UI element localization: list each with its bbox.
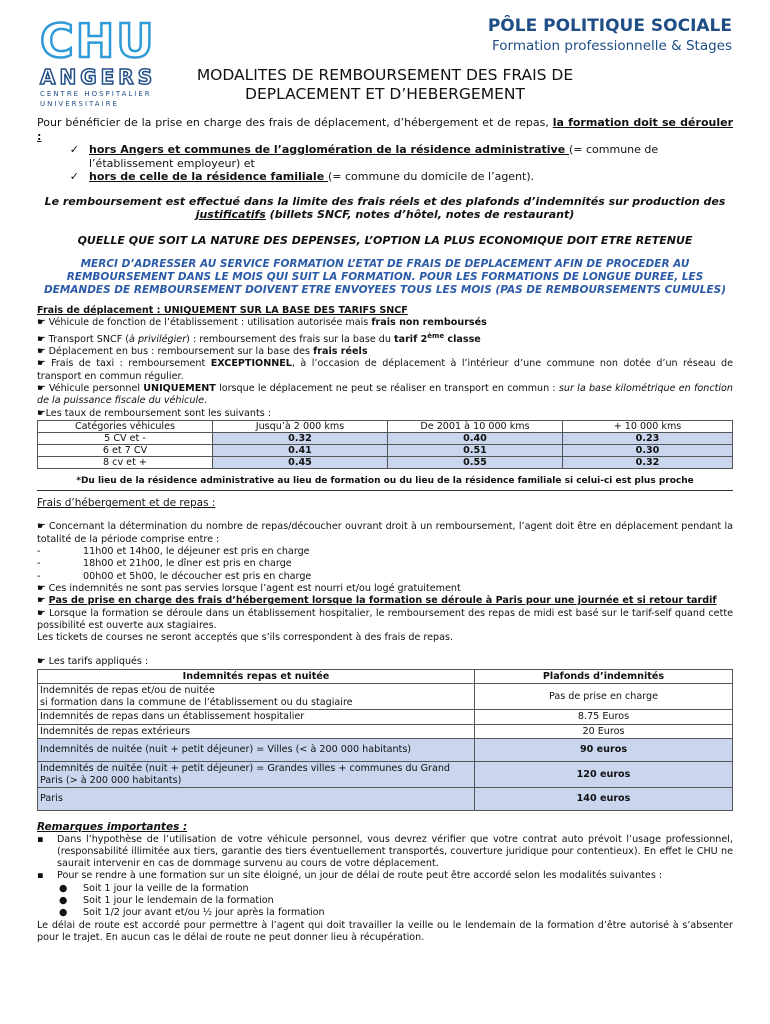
indemnites-row bbox=[38, 739, 733, 762]
notice1-text: Le remboursement est effectué dans la limite des frais réels et des plafonds d’indemnités sur production des bbox=[44, 194, 726, 208]
indemnites-value: 120 euros bbox=[475, 762, 733, 788]
condition-2 bbox=[37, 170, 733, 184]
logo-sub-1: CENTRE HOSPITALIER bbox=[40, 90, 152, 98]
sub-item bbox=[37, 883, 733, 895]
sub-text: Soit 1 jour la veille de la formation bbox=[83, 882, 249, 894]
condition-1-bold: hors Angers et communes de l’agglomération de la résidence administrative bbox=[89, 143, 569, 156]
indemnites-value: 140 euros bbox=[475, 788, 733, 811]
deplacement-line-3 bbox=[37, 346, 733, 358]
remarques-heading: Remarques importantes : bbox=[37, 821, 188, 834]
logo-chu-text: CHU bbox=[40, 14, 156, 68]
title-line-2: DEPLACEMENT ET D’HEBERGEMENT bbox=[245, 85, 525, 103]
hebergement-heading: Frais d’hébergement et de repas : bbox=[37, 497, 216, 510]
dash-text: 00h00 et 5h00, le découcher est pris en charge bbox=[83, 570, 312, 582]
rates-header-row bbox=[38, 420, 733, 432]
hand-icon: ☛ bbox=[37, 382, 46, 394]
rates-header: De 2001 à 10 000 kms bbox=[388, 420, 563, 432]
remarques-end: Le délai de route est accordé pour permettre à l’agent qui doit travailler la veille ou le lendemain de la formation d’être autorisé à s’absenter pour le trajet. En aucun cas le délai de route ne peut donner lieu à récupération. bbox=[37, 919, 733, 943]
indemnites-label: Indemnités de nuitée (nuit + petit déjeuner) = Villes (< à 200 000 habitants) bbox=[38, 739, 475, 762]
l6: Les taux de remboursement sont les suivants : bbox=[45, 407, 272, 419]
rates-row bbox=[38, 444, 733, 456]
l4b: EXCEPTIONNEL bbox=[210, 358, 292, 370]
l3b: frais réels bbox=[313, 346, 368, 358]
divider bbox=[37, 490, 733, 491]
hand-icon: ☛ bbox=[37, 317, 46, 329]
indemnites-row bbox=[38, 684, 733, 710]
hebergement-p2 bbox=[37, 583, 733, 595]
square-bullet-icon: ▪ bbox=[37, 870, 44, 882]
indemnites-value: 90 euros bbox=[475, 739, 733, 762]
deplacement-section bbox=[37, 305, 733, 491]
check-icon: ✓ bbox=[69, 170, 79, 183]
notice-option-economique: QUELLE QUE SOIT LA NATURE DES DEPENSES, L’OPTION LA PLUS ECONOMIQUE DOIT ETRE RETENUE bbox=[77, 233, 693, 247]
indemnites-header-row bbox=[38, 669, 733, 684]
rates-value: 0.32 bbox=[563, 456, 733, 468]
deplacement-line-5 bbox=[37, 383, 733, 408]
deplacement-line-2 bbox=[37, 330, 733, 346]
rates-value: 0.51 bbox=[388, 444, 563, 456]
hebergement-p4-text: Lorsque la formation se déroule dans un établissement hospitalier, le remboursement des repas de midi est basé sur le tarif-self quand cette possibilité est ouverte aux stagiaires. bbox=[37, 607, 733, 631]
logo-sub-2: UNIVERSITAIRE bbox=[40, 100, 119, 108]
remarque-text: Dans l’hypothèse de l’utilisation de votre véhicule personnel, vous devrez vérifier que votre contrat auto prévoit l’usage professionnel, (responsabilité illimitée aux tiers, garantie des tiers éventuellement transportés, couverture juridique pour contentieux). En effet le CHU ne saurait intervenir en cas de dommage survenu au cours de votre déplacement. bbox=[57, 833, 733, 870]
rates-cat: 8 cv et + bbox=[38, 456, 213, 468]
sub-item bbox=[37, 907, 733, 919]
indemnites-value: 8.75 Euros bbox=[475, 710, 733, 725]
dot-bullet-icon: ● bbox=[59, 907, 68, 919]
notice-justificatifs bbox=[37, 195, 733, 222]
rates-value: 0.32 bbox=[213, 432, 388, 444]
square-bullet-icon: ▪ bbox=[37, 833, 44, 845]
hand-icon: ☛ bbox=[37, 607, 46, 619]
pole-subtitle: Formation professionnelle & Stages bbox=[491, 38, 732, 54]
indemnites-label: Indemnités de repas et/ou de nuitée si formation dans la commune de l’établissement ou du stagiaire bbox=[38, 684, 475, 710]
dot-bullet-icon: ● bbox=[59, 882, 68, 894]
rates-header: Jusqu’à 2 000 kms bbox=[213, 420, 388, 432]
remarque-text: Pour se rendre à une formation sur un site éloigné, un jour de délai de route peut être accordé selon les modalités suivantes : bbox=[57, 870, 663, 882]
hand-icon: ☛ bbox=[37, 407, 46, 419]
notice-adresser-service: MERCI D’ADRESSER AU SERVICE FORMATION L’ETAT DE FRAIS DE DEPLACEMENT AFIN DE PROCEDER AU REMBOURSEMENT DANS LE MOIS QUI SUIT LA FORMATION. POUR LES FORMATIONS DE LONGUE DUREE, LES DEMANDES DE REMBOURSEMENT DOIVENT ETRE ENVOYEES TOUS LES MOIS (PAS DE REMBOURSEMENTS CUMULES) bbox=[43, 258, 727, 296]
indemnites-header: Indemnités repas et nuitée bbox=[38, 669, 475, 684]
remarques-section bbox=[37, 821, 733, 944]
hand-icon: ☛ bbox=[37, 333, 46, 345]
rates-cat: 6 et 7 CV bbox=[38, 444, 213, 456]
indemnites-value: 20 Euros bbox=[475, 724, 733, 739]
dash-mark: - bbox=[37, 558, 41, 570]
indemnites-value: Pas de prise en charge bbox=[475, 684, 733, 710]
l1b: frais non remboursés bbox=[371, 317, 487, 329]
notice1-underlined: justificatifs bbox=[195, 208, 266, 221]
condition-1 bbox=[37, 143, 733, 170]
title-line-1: MODALITES DE REMBOURSEMENT DES FRAIS DE bbox=[196, 66, 574, 84]
remarque-item bbox=[37, 834, 733, 871]
rates-row bbox=[38, 456, 733, 468]
dot-bullet-icon: ● bbox=[59, 895, 68, 906]
rates-value: 0.30 bbox=[563, 444, 733, 456]
hebergement-p3-text: Pas de prise en charge des frais d’hébergement lorsque la formation se déroule à Paris pour une journée et si retour tardif bbox=[48, 595, 717, 607]
l2d: tarif 2 bbox=[394, 333, 428, 345]
hebergement-p5: Les tickets de courses ne seront acceptés que s’ils correspondent à des frais de repas. bbox=[37, 632, 454, 644]
indemnites-label: Indemnités de repas dans un établissement hospitalier bbox=[38, 710, 475, 725]
hebergement-p6-text: Les tarifs appliqués : bbox=[48, 656, 149, 668]
rates-row bbox=[38, 432, 733, 444]
intro-text: Pour bénéficier de la prise en charge des frais de déplacement, d’hébergement et de repas, bbox=[37, 116, 553, 129]
deplacement-line-6 bbox=[37, 408, 733, 420]
l4c: , à l’occasion de déplacement à l’intérieur d’une commune non dotée d’un réseau de transport en commun régulier. bbox=[37, 358, 733, 382]
l3a: Déplacement en bus : remboursement sur la base des bbox=[48, 346, 314, 358]
hebergement-section bbox=[37, 497, 733, 811]
hebergement-p3 bbox=[37, 595, 733, 607]
hand-icon: ☛ bbox=[37, 346, 46, 358]
pole-title: PÔLE POLITIQUE SOCIALE bbox=[487, 16, 732, 36]
remarque-item bbox=[37, 870, 733, 882]
rates-value: 0.23 bbox=[563, 432, 733, 444]
notice1-rest: (billets SNCF, notes d’hôtel, notes de restaurant) bbox=[265, 208, 575, 221]
l5a: Véhicule personnel bbox=[48, 382, 144, 394]
rates-cat: 5 CV et - bbox=[38, 432, 213, 444]
deplacement-line-1 bbox=[37, 317, 733, 329]
intro-paragraph bbox=[37, 116, 733, 143]
rates-value: 0.45 bbox=[213, 456, 388, 468]
hand-icon: ☛ bbox=[37, 582, 46, 594]
check-icon: ✓ bbox=[69, 143, 79, 156]
dash-text: 11h00 et 14h00, le déjeuner est pris en charge bbox=[83, 546, 310, 558]
rates-table bbox=[37, 420, 733, 469]
hand-icon: ☛ bbox=[37, 595, 46, 607]
dash-text: 18h00 et 21h00, le dîner est pris en charge bbox=[83, 558, 292, 570]
l5e: . bbox=[204, 395, 208, 407]
l2e: ème bbox=[427, 331, 445, 340]
indemnites-table bbox=[37, 669, 733, 812]
chu-angers-logo bbox=[40, 14, 158, 108]
indemnites-row bbox=[38, 710, 733, 725]
l2a: Transport SNCF ( bbox=[48, 333, 130, 345]
indemnites-row bbox=[38, 788, 733, 811]
dash-mark: - bbox=[37, 546, 41, 558]
hebergement-p1-text: Concernant la détermination du nombre de repas/découcher ouvrant droit à un remboursement, l’agent doit être en déplacement pendant la totalité de la période comprise entre : bbox=[37, 521, 733, 545]
document-content bbox=[37, 116, 733, 944]
l1a: Véhicule de fonction de l’établissement : utilisation autorisée mais bbox=[48, 317, 372, 329]
l5b: UNIQUEMENT bbox=[143, 382, 216, 394]
deplacement-heading: Frais de déplacement : UNIQUEMENT SUR LA BASE DES TARIFS SNCF bbox=[37, 305, 408, 316]
indemnites-header: Plafonds d’indemnités bbox=[475, 669, 733, 684]
hand-icon: ☛ bbox=[37, 656, 46, 668]
l5d: sur la base kilométrique en fonction de la puissance fiscale du véhicule bbox=[37, 382, 733, 407]
hebergement-p4 bbox=[37, 608, 733, 633]
rates-header: + 10 000 kms bbox=[563, 420, 733, 432]
sub-text: Soit 1/2 jour avant et/ou ½ jour après la formation bbox=[83, 907, 325, 919]
dash-item bbox=[37, 571, 733, 583]
l2b: à privilégier bbox=[129, 333, 187, 345]
rates-header: Catégories véhicules bbox=[38, 420, 213, 432]
condition-2-bold: hors de celle de la résidence familiale bbox=[89, 170, 328, 183]
hebergement-p1 bbox=[37, 521, 733, 546]
hand-icon: ☛ bbox=[37, 358, 46, 370]
logo-angers-text: ANGERS bbox=[40, 65, 157, 89]
l2c: ) : remboursement des frais sur la base du bbox=[186, 333, 395, 345]
rates-value: 0.40 bbox=[388, 432, 563, 444]
rates-value: 0.41 bbox=[213, 444, 388, 456]
document-title bbox=[160, 66, 610, 104]
indemnites-row bbox=[38, 762, 733, 788]
hand-icon: ☛ bbox=[37, 521, 46, 533]
dash-mark: - bbox=[37, 570, 41, 582]
rates-footnote: *Du lieu de la résidence administrative au lieu de formation ou du lieu de la résidence familiale si celui-ci est plus proche bbox=[76, 475, 694, 486]
l2f: classe bbox=[444, 333, 481, 345]
hebergement-p6 bbox=[37, 656, 733, 668]
pole-header bbox=[488, 16, 732, 54]
indemnites-label: Indemnités de repas extérieurs bbox=[38, 724, 475, 739]
indemnites-label: Indemnités de nuitée (nuit + petit déjeuner) = Grandes villes + communes du Grand Paris (> à 200 000 habitants) bbox=[38, 762, 475, 788]
sub-item bbox=[37, 895, 733, 907]
condition-1-rest: (= commune de l’établissement employeur) et bbox=[89, 143, 659, 170]
dash-item bbox=[37, 558, 733, 570]
indemnites-label: Paris bbox=[38, 788, 475, 811]
sub-text: Soit 1 jour le lendemain de la formation bbox=[83, 895, 274, 906]
l4a: Frais de taxi : remboursement bbox=[51, 358, 211, 370]
deplacement-line-4 bbox=[37, 358, 733, 383]
l5c: lorsque le déplacement ne peut se réaliser en transport en commun : bbox=[215, 382, 559, 394]
hebergement-p2-text: Ces indemnités ne sont pas servies lorsque l’agent est nourri et/ou logé gratuitement bbox=[48, 582, 461, 594]
condition-2-rest: (= commune du domicile de l’agent). bbox=[328, 170, 535, 183]
dash-item bbox=[37, 546, 733, 558]
indemnites-row bbox=[38, 724, 733, 739]
intro-underlined: la formation doit se dérouler : bbox=[37, 116, 733, 143]
rates-value: 0.55 bbox=[388, 456, 563, 468]
